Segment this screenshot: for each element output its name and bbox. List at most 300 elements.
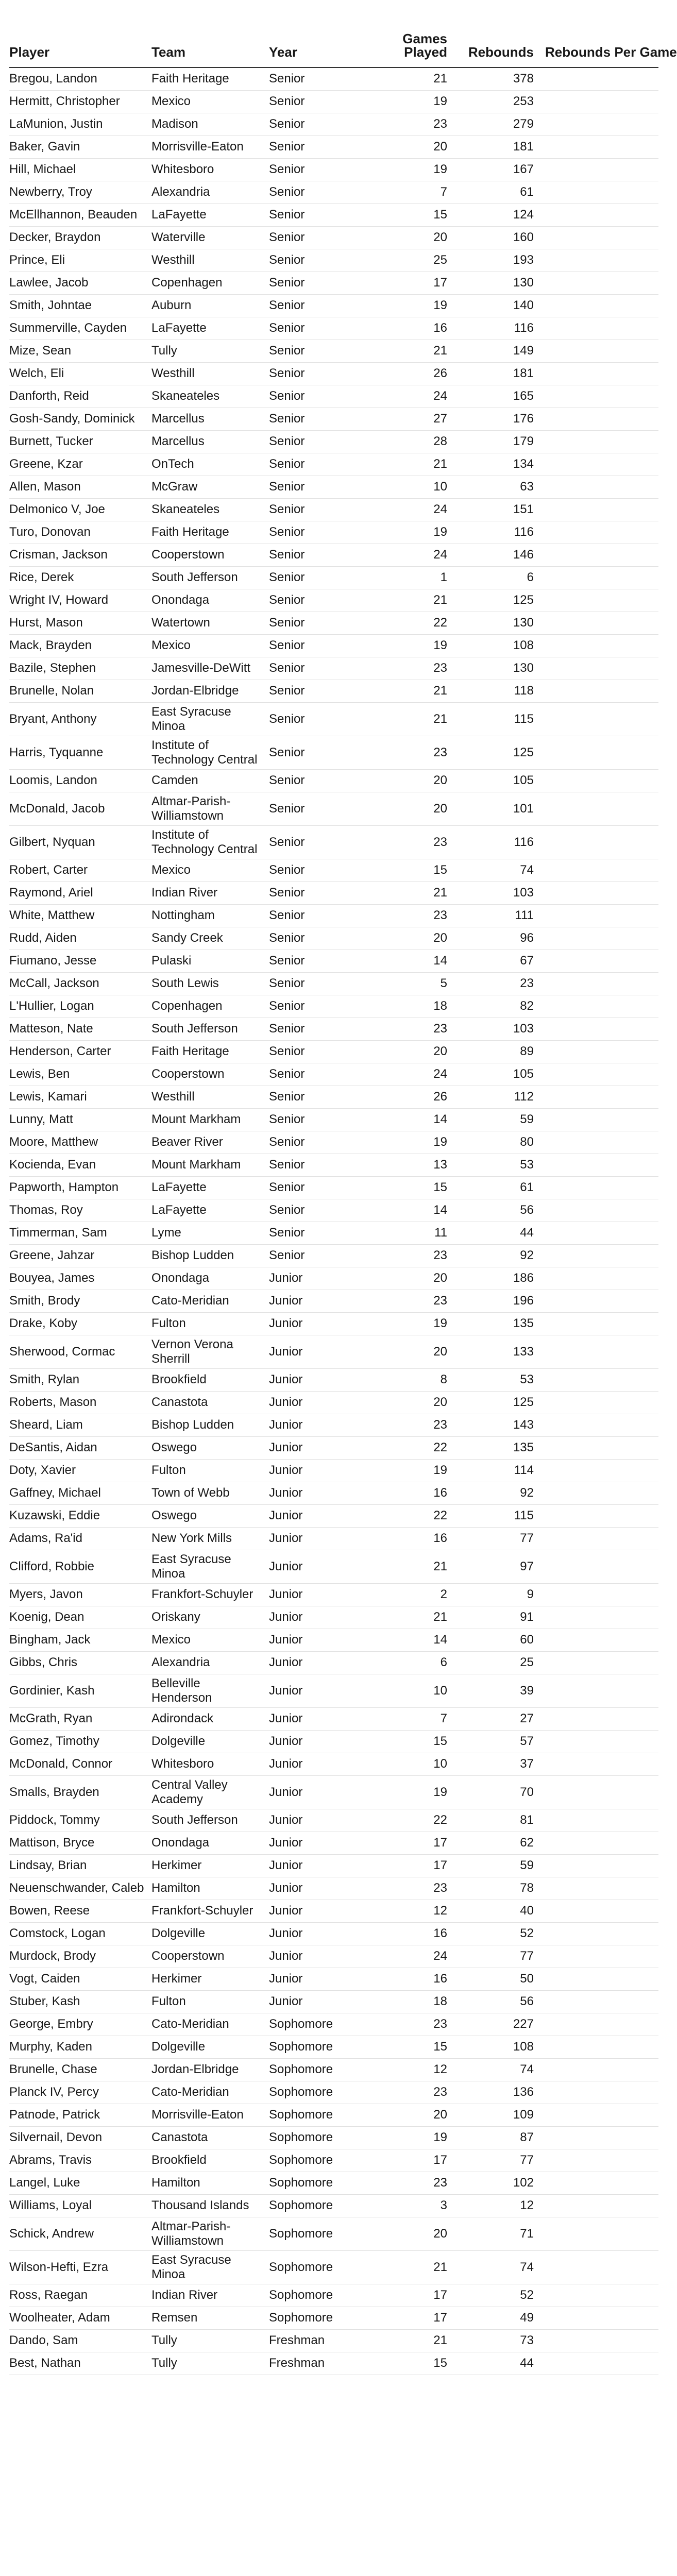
rebounds-cell: 78 — [447, 1877, 534, 1900]
player-cell: Kuzawski, Eddie — [9, 1504, 151, 1527]
games-played-cell: 21 — [361, 882, 447, 904]
year-cell: Senior — [269, 430, 361, 453]
rebounds-per-game-cell — [534, 340, 658, 362]
games-played-cell: 16 — [361, 1482, 447, 1504]
rebounds-cell: 133 — [447, 1335, 534, 1368]
table-row — [9, 1154, 658, 1176]
rebounds-per-game-cell — [534, 294, 658, 317]
games-played-cell: 20 — [361, 1267, 447, 1290]
games-played-cell: 19 — [361, 521, 447, 544]
rebounds-per-game-cell — [534, 90, 658, 113]
rebounds-per-game-cell — [534, 1176, 658, 1199]
player-cell: Timmerman, Sam — [9, 1222, 151, 1244]
year-cell: Senior — [269, 113, 361, 135]
year-cell: Senior — [269, 226, 361, 249]
table-row — [9, 904, 658, 927]
team-cell: Tully — [151, 2329, 269, 2352]
rebounds-cell: 12 — [447, 2194, 534, 2217]
rebounds-cell: 39 — [447, 1674, 534, 1707]
table-row — [9, 385, 658, 408]
player-cell: Doty, Xavier — [9, 1459, 151, 1482]
rebounds-cell: 44 — [447, 2352, 534, 2375]
team-cell: Dolgeville — [151, 1922, 269, 1945]
table-row — [9, 1244, 658, 1267]
player-cell: Smalls, Brayden — [9, 1775, 151, 1809]
rebounds-per-game-cell — [534, 2013, 658, 2036]
rebounds-cell: 23 — [447, 972, 534, 995]
player-cell: Gomez, Timothy — [9, 1730, 151, 1753]
games-played-cell: 21 — [361, 2329, 447, 2352]
team-cell: Fulton — [151, 1312, 269, 1335]
table-row — [9, 736, 658, 769]
column-header-player[interactable]: Player — [9, 5, 151, 67]
column-header-rebounds[interactable]: Rebounds — [447, 5, 534, 67]
team-cell: Skaneateles — [151, 385, 269, 408]
rebounds-per-game-cell — [534, 1990, 658, 2013]
year-cell: Senior — [269, 204, 361, 226]
team-cell: LaFayette — [151, 204, 269, 226]
rebounds-per-game-cell — [534, 927, 658, 950]
games-played-cell: 14 — [361, 1199, 447, 1222]
player-cell: Murdock, Brody — [9, 1945, 151, 1968]
games-played-cell: 22 — [361, 1809, 447, 1832]
rebounds-cell: 52 — [447, 2284, 534, 2307]
year-cell: Junior — [269, 1651, 361, 1674]
games-played-cell: 22 — [361, 1504, 447, 1527]
games-played-cell: 15 — [361, 2036, 447, 2058]
rebounds-cell: 109 — [447, 2104, 534, 2126]
table-row — [9, 430, 658, 453]
player-cell: Best, Nathan — [9, 2352, 151, 2375]
rebounds-per-game-cell — [534, 1707, 658, 1730]
table-row — [9, 2172, 658, 2194]
rebounds-per-game-cell — [534, 1108, 658, 1131]
games-played-cell: 23 — [361, 657, 447, 680]
games-played-cell: 16 — [361, 1922, 447, 1945]
games-played-cell: 19 — [361, 634, 447, 657]
rebounds-cell: 71 — [447, 2217, 534, 2250]
column-header-rebounds-per-game[interactable]: Rebounds Per Game — [534, 5, 658, 67]
team-cell: East Syracuse Minoa — [151, 2250, 269, 2284]
rebounds-cell: 125 — [447, 589, 534, 612]
team-cell: McGraw — [151, 476, 269, 498]
player-cell: Gaffney, Michael — [9, 1482, 151, 1504]
table-row — [9, 1414, 658, 1436]
rebounds-cell: 70 — [447, 1775, 534, 1809]
rebounds-cell: 279 — [447, 113, 534, 135]
rebounds-per-game-cell — [534, 792, 658, 825]
player-cell: Abrams, Travis — [9, 2149, 151, 2172]
rebounds-per-game-cell — [534, 2081, 658, 2104]
rebounds-per-game-cell — [534, 544, 658, 566]
player-cell: Turo, Donovan — [9, 521, 151, 544]
year-cell: Senior — [269, 135, 361, 158]
games-played-cell: 23 — [361, 2081, 447, 2104]
rebounds-cell: 186 — [447, 1267, 534, 1290]
games-played-cell: 19 — [361, 158, 447, 181]
rebounds-per-game-cell — [534, 135, 658, 158]
year-cell: Junior — [269, 1459, 361, 1482]
rebounds-per-game-cell — [534, 1436, 658, 1459]
rebounds-per-game-cell — [534, 2149, 658, 2172]
team-cell: Altmar-Parish-Williamstown — [151, 2217, 269, 2250]
rebounds-cell: 89 — [447, 1040, 534, 1063]
player-cell: Brunelle, Chase — [9, 2058, 151, 2081]
table-row — [9, 1832, 658, 1854]
rebounds-cell: 130 — [447, 272, 534, 294]
rebounds-per-game-cell — [534, 2104, 658, 2126]
player-cell: Ross, Raegan — [9, 2284, 151, 2307]
year-cell: Senior — [269, 882, 361, 904]
rebounds-cell: 74 — [447, 2250, 534, 2284]
rebounds-per-game-cell — [534, 1414, 658, 1436]
player-cell: Mattison, Bryce — [9, 1832, 151, 1854]
table-row — [9, 612, 658, 634]
table-row — [9, 972, 658, 995]
year-cell: Senior — [269, 521, 361, 544]
games-played-cell: 12 — [361, 1900, 447, 1922]
team-cell: Oswego — [151, 1436, 269, 1459]
games-played-cell: 23 — [361, 1877, 447, 1900]
games-played-cell: 3 — [361, 2194, 447, 2217]
team-cell: LaFayette — [151, 1176, 269, 1199]
player-cell: Lunny, Matt — [9, 1108, 151, 1131]
rebounds-per-game-cell — [534, 67, 658, 90]
player-cell: Comstock, Logan — [9, 1922, 151, 1945]
rebounds-cell: 53 — [447, 1154, 534, 1176]
year-cell: Senior — [269, 680, 361, 702]
rebounds-per-game-cell — [534, 1312, 658, 1335]
player-cell: LaMunion, Justin — [9, 113, 151, 135]
table-row — [9, 1199, 658, 1222]
year-cell: Senior — [269, 1154, 361, 1176]
player-cell: Bingham, Jack — [9, 1629, 151, 1651]
year-cell: Senior — [269, 181, 361, 204]
rebounds-per-game-cell — [534, 2194, 658, 2217]
table-row — [9, 1730, 658, 1753]
rebounds-per-game-cell — [534, 680, 658, 702]
team-cell: Nottingham — [151, 904, 269, 927]
rebounds-cell: 115 — [447, 1504, 534, 1527]
team-cell: Bishop Ludden — [151, 1414, 269, 1436]
rebounds-per-game-cell — [534, 1550, 658, 1583]
games-played-cell: 15 — [361, 859, 447, 882]
player-cell: Bowen, Reese — [9, 1900, 151, 1922]
team-cell: Skaneateles — [151, 498, 269, 521]
year-cell: Senior — [269, 272, 361, 294]
table-row — [9, 2217, 658, 2250]
team-cell: Morrisville-Eaton — [151, 2104, 269, 2126]
player-cell: Gordinier, Kash — [9, 1674, 151, 1707]
rebounds-cell: 40 — [447, 1900, 534, 1922]
team-cell: Hamilton — [151, 2172, 269, 2194]
team-cell: Institute of Technology Central — [151, 825, 269, 859]
games-played-cell: 2 — [361, 1583, 447, 1606]
team-cell: Onondaga — [151, 1832, 269, 1854]
player-cell: L'Hullier, Logan — [9, 995, 151, 1018]
table-row — [9, 950, 658, 972]
year-cell: Junior — [269, 1335, 361, 1368]
games-played-cell: 11 — [361, 1222, 447, 1244]
games-played-cell: 15 — [361, 1730, 447, 1753]
rebounds-per-game-cell — [534, 1290, 658, 1312]
rebounds-cell: 57 — [447, 1730, 534, 1753]
games-played-cell: 25 — [361, 249, 447, 272]
rebounds-per-game-cell — [534, 204, 658, 226]
player-cell: Smith, Brody — [9, 1290, 151, 1312]
player-cell: Williams, Loyal — [9, 2194, 151, 2217]
player-cell: Hill, Michael — [9, 158, 151, 181]
table-row — [9, 1583, 658, 1606]
year-cell: Senior — [269, 1176, 361, 1199]
table-row — [9, 1990, 658, 2013]
rebounds-per-game-cell — [534, 1063, 658, 1086]
rebounds-per-game-cell — [534, 1922, 658, 1945]
player-cell: Bazile, Stephen — [9, 657, 151, 680]
rebounds-cell: 44 — [447, 1222, 534, 1244]
games-played-cell: 15 — [361, 1176, 447, 1199]
table-row — [9, 2307, 658, 2329]
table-row — [9, 521, 658, 544]
rebounds-per-game-cell — [534, 1900, 658, 1922]
table-row — [9, 226, 658, 249]
games-played-cell: 16 — [361, 1527, 447, 1550]
player-cell: McEllhannon, Beauden — [9, 204, 151, 226]
rebounds-per-game-cell — [534, 1753, 658, 1775]
team-cell: Canastota — [151, 2126, 269, 2149]
rebounds-cell: 60 — [447, 1629, 534, 1651]
rebounds-cell: 74 — [447, 2058, 534, 2081]
rebounds-per-game-cell — [534, 657, 658, 680]
table-row — [9, 1459, 658, 1482]
rebounds-per-game-cell — [534, 995, 658, 1018]
rebounds-per-game-cell — [534, 1459, 658, 1482]
rebounds-per-game-cell — [534, 1335, 658, 1368]
player-cell: Henderson, Carter — [9, 1040, 151, 1063]
player-cell: Welch, Eli — [9, 362, 151, 385]
year-cell: Senior — [269, 544, 361, 566]
games-played-cell: 19 — [361, 1312, 447, 1335]
games-played-cell: 19 — [361, 1131, 447, 1154]
team-cell: Faith Heritage — [151, 1040, 269, 1063]
table-row — [9, 1922, 658, 1945]
team-cell: Belleville Henderson — [151, 1674, 269, 1707]
games-played-cell: 24 — [361, 385, 447, 408]
player-cell: Neuenschwander, Caleb — [9, 1877, 151, 1900]
table-row — [9, 2036, 658, 2058]
year-cell: Senior — [269, 67, 361, 90]
table-row — [9, 2104, 658, 2126]
column-header-team[interactable]: Team — [151, 5, 269, 67]
table-row — [9, 702, 658, 736]
year-cell: Senior — [269, 950, 361, 972]
year-cell: Junior — [269, 1368, 361, 1391]
games-played-cell: 21 — [361, 589, 447, 612]
table-row — [9, 544, 658, 566]
games-played-cell: 20 — [361, 1335, 447, 1368]
rebounds-per-game-cell — [534, 950, 658, 972]
rebounds-per-game-cell — [534, 769, 658, 792]
table-row — [9, 1391, 658, 1414]
table-row — [9, 67, 658, 90]
year-cell: Senior — [269, 476, 361, 498]
year-cell: Sophomore — [269, 2058, 361, 2081]
rebounds-per-game-cell — [534, 589, 658, 612]
table-row — [9, 2284, 658, 2307]
year-cell: Senior — [269, 498, 361, 521]
team-cell: Watertown — [151, 612, 269, 634]
player-cell: Kocienda, Evan — [9, 1154, 151, 1176]
team-cell: Onondaga — [151, 1267, 269, 1290]
rebounds-cell: 253 — [447, 90, 534, 113]
rebounds-cell: 134 — [447, 453, 534, 476]
team-cell: Frankfort-Schuyler — [151, 1583, 269, 1606]
player-cell: Fiumano, Jesse — [9, 950, 151, 972]
team-cell: Herkimer — [151, 1968, 269, 1990]
table-row — [9, 2250, 658, 2284]
rebounds-cell: 227 — [447, 2013, 534, 2036]
table-row — [9, 1312, 658, 1335]
table-row — [9, 566, 658, 589]
column-header-year[interactable]: Year — [269, 5, 361, 67]
team-cell: Cato-Meridian — [151, 2013, 269, 2036]
rebounds-per-game-cell — [534, 825, 658, 859]
rebounds-cell: 124 — [447, 204, 534, 226]
games-played-cell: 17 — [361, 1854, 447, 1877]
rebounds-cell: 25 — [447, 1651, 534, 1674]
year-cell: Freshman — [269, 2352, 361, 2375]
team-cell: Waterville — [151, 226, 269, 249]
team-cell: Copenhagen — [151, 995, 269, 1018]
player-cell: Koenig, Dean — [9, 1606, 151, 1629]
player-cell: Drake, Koby — [9, 1312, 151, 1335]
games-played-cell: 21 — [361, 1606, 447, 1629]
year-cell: Sophomore — [269, 2284, 361, 2307]
table-row — [9, 498, 658, 521]
year-cell: Sophomore — [269, 2307, 361, 2329]
games-played-cell: 17 — [361, 2284, 447, 2307]
table-row — [9, 1651, 658, 1674]
year-cell: Senior — [269, 158, 361, 181]
rebounds-per-game-cell — [534, 736, 658, 769]
rebounds-per-game-cell — [534, 1629, 658, 1651]
team-cell: Copenhagen — [151, 272, 269, 294]
column-header-games-played[interactable]: Games Played — [361, 5, 447, 67]
rebounds-cell: 97 — [447, 1550, 534, 1583]
year-cell: Senior — [269, 249, 361, 272]
team-cell: Westhill — [151, 362, 269, 385]
games-played-cell: 24 — [361, 544, 447, 566]
rebounds-cell: 140 — [447, 294, 534, 317]
games-played-cell: 18 — [361, 995, 447, 1018]
table-header-row — [9, 5, 658, 67]
year-cell: Senior — [269, 362, 361, 385]
team-cell: New York Mills — [151, 1527, 269, 1550]
team-cell: Tully — [151, 340, 269, 362]
rebounds-cell: 125 — [447, 1391, 534, 1414]
rebounds-per-game-cell — [534, 634, 658, 657]
player-cell: Rudd, Aiden — [9, 927, 151, 950]
player-cell: Woolheater, Adam — [9, 2307, 151, 2329]
rebounds-per-game-cell — [534, 904, 658, 927]
rebounds-cell: 96 — [447, 927, 534, 950]
player-cell: Murphy, Kaden — [9, 2036, 151, 2058]
rebounds-cell: 114 — [447, 1459, 534, 1482]
table-row — [9, 1018, 658, 1040]
games-played-cell: 15 — [361, 2352, 447, 2375]
rebounds-per-game-cell — [534, 859, 658, 882]
rebounds-cell: 111 — [447, 904, 534, 927]
year-cell: Junior — [269, 1414, 361, 1436]
rebounds-per-game-cell — [534, 972, 658, 995]
rebounds-per-game-cell — [534, 1222, 658, 1244]
rebounds-per-game-cell — [534, 1583, 658, 1606]
rebounds-per-game-cell — [534, 272, 658, 294]
rebounds-per-game-cell — [534, 385, 658, 408]
player-cell: Vogt, Caiden — [9, 1968, 151, 1990]
rebounds-per-game-cell — [534, 1606, 658, 1629]
player-cell: Clifford, Robbie — [9, 1550, 151, 1583]
table-row — [9, 272, 658, 294]
team-cell: Brookfield — [151, 2149, 269, 2172]
table-row — [9, 2013, 658, 2036]
year-cell: Junior — [269, 1267, 361, 1290]
games-played-cell: 17 — [361, 2307, 447, 2329]
year-cell: Junior — [269, 1550, 361, 1583]
team-cell: East Syracuse Minoa — [151, 702, 269, 736]
rebounds-per-game-cell — [534, 1199, 658, 1222]
team-cell: Adirondack — [151, 1707, 269, 1730]
rebounds-cell: 102 — [447, 2172, 534, 2194]
year-cell: Senior — [269, 904, 361, 927]
team-cell: Morrisville-Eaton — [151, 135, 269, 158]
rebounds-cell: 56 — [447, 1199, 534, 1222]
rebounds-per-game-cell — [534, 1730, 658, 1753]
rebounds-cell: 87 — [447, 2126, 534, 2149]
player-cell: Planck IV, Percy — [9, 2081, 151, 2104]
rebounds-per-game-cell — [534, 521, 658, 544]
rebounds-cell: 116 — [447, 521, 534, 544]
table-row — [9, 1809, 658, 1832]
table-row — [9, 882, 658, 904]
player-cell: Silvernail, Devon — [9, 2126, 151, 2149]
rebounds-cell: 116 — [447, 317, 534, 340]
rebounds-per-game-cell — [534, 1775, 658, 1809]
games-played-cell: 22 — [361, 1436, 447, 1459]
games-played-cell: 23 — [361, 1244, 447, 1267]
rebounds-cell: 118 — [447, 680, 534, 702]
rebounds-per-game-cell — [534, 1244, 658, 1267]
games-played-cell: 24 — [361, 1063, 447, 1086]
games-played-cell: 7 — [361, 181, 447, 204]
table-row — [9, 1482, 658, 1504]
team-cell: South Jefferson — [151, 566, 269, 589]
team-cell: Frankfort-Schuyler — [151, 1900, 269, 1922]
team-cell: Oriskany — [151, 1606, 269, 1629]
rebounds-per-game-cell — [534, 1968, 658, 1990]
games-played-cell: 20 — [361, 2217, 447, 2250]
team-cell: LaFayette — [151, 1199, 269, 1222]
rebounds-cell: 61 — [447, 181, 534, 204]
team-cell: Mexico — [151, 859, 269, 882]
table-row — [9, 859, 658, 882]
team-cell: Town of Webb — [151, 1482, 269, 1504]
rebounds-table — [9, 5, 677, 2375]
rebounds-cell: 135 — [447, 1436, 534, 1459]
table-row — [9, 589, 658, 612]
games-played-cell: 23 — [361, 1290, 447, 1312]
games-played-cell: 18 — [361, 1990, 447, 2013]
